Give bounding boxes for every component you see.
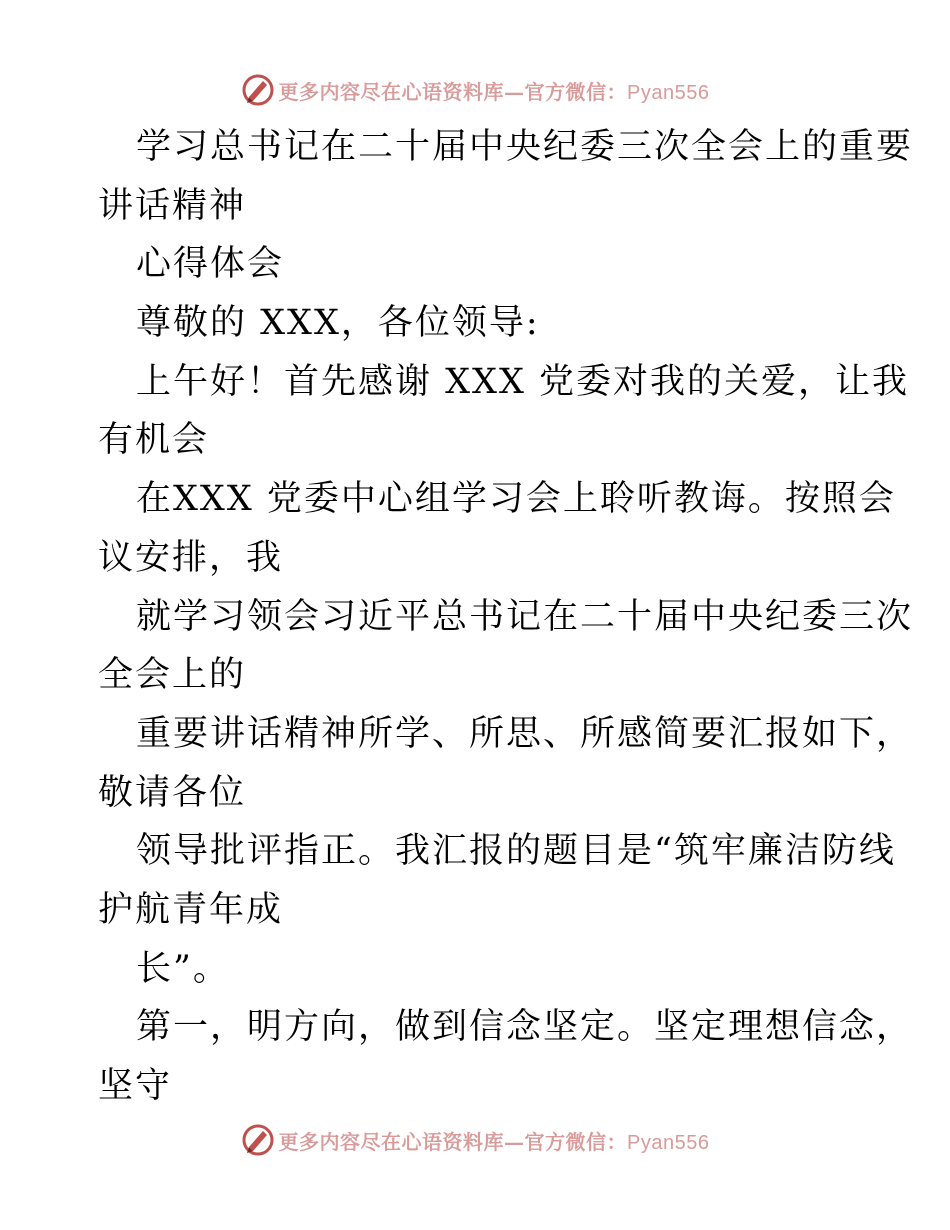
text-line: 有机会	[98, 420, 210, 461]
watermark-text: 更多内容尽在心语资料库—官方微信：Pyan556	[278, 79, 710, 104]
text-line: 坚守	[98, 1066, 173, 1106]
text-line: 护航青年成	[98, 889, 284, 930]
text-line: 尊敬的 XXX，各位领导:	[136, 303, 540, 344]
pen-logo-icon	[241, 73, 275, 107]
text-line: 心得体会	[136, 244, 285, 285]
header-watermark	[0, 70, 950, 110]
pen-logo-icon	[241, 1123, 275, 1157]
text-line: 第一，明方向，做到信念坚定。坚定理想信念，	[136, 1007, 914, 1048]
text-line: 长”。	[136, 948, 230, 989]
text-line: 上午好！首先感谢 XXX 党委对我的关爱，让我	[136, 361, 910, 402]
body-text	[98, 118, 914, 1116]
text-line: 议安排，我	[98, 537, 284, 578]
text-line: 在XXX 党委中心组学习会上聆听教诲。按照会	[136, 479, 896, 520]
text-line: 就学习领会习近平总书记在二十届中央纪委三次	[136, 596, 914, 637]
watermark-text: 更多内容尽在心语资料库—官方微信：Pyan556	[278, 1129, 710, 1154]
text-line: 学习总书记在二十届中央纪委三次全会上的重要	[136, 127, 914, 167]
footer-watermark	[0, 1120, 950, 1160]
text-line: 重要讲话精神所学、所思、所感简要汇报如下，	[136, 713, 914, 754]
text-line: 全会上的	[98, 655, 247, 696]
text-line: 领导批评指正。我汇报的题目是“筑牢廉洁防线	[136, 831, 896, 872]
text-line: 敬请各位	[98, 772, 247, 813]
text-line: 讲话精神	[98, 185, 247, 226]
